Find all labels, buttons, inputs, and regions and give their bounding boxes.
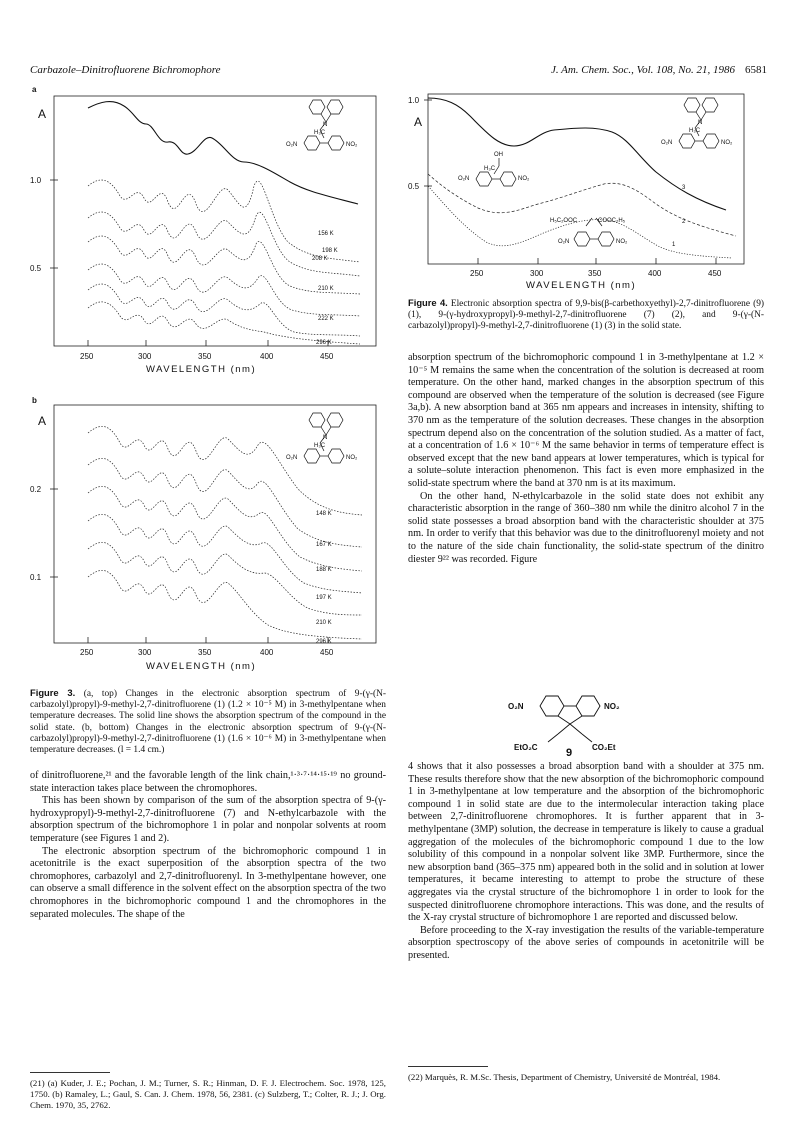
x-tick-label: 300 [138, 648, 152, 657]
spectrum-208k [88, 180, 360, 262]
nitro-group-label: NO₂ [346, 142, 358, 148]
nitro-group-label: NO₂ [604, 702, 620, 711]
y-tick-label: 1.0 [408, 96, 420, 105]
curve-label: 296 K [316, 340, 332, 346]
ester-right-label: COOC₂H₅ [598, 218, 626, 224]
footnote-rule [30, 1072, 110, 1073]
figure-3a [28, 82, 394, 382]
nitrogen-label: N [323, 435, 328, 441]
nitro-group-label: NO₂ [721, 140, 733, 146]
x-tick-label: 450 [708, 269, 722, 278]
nitro-group-label: O₂N [458, 176, 470, 182]
nitro-group-label: NO₂ [518, 176, 530, 182]
curve-label: 210 K [316, 620, 332, 626]
journal-name: J. Am. Chem. Soc., Vol. 108, No. 21, 1986 [550, 64, 735, 76]
x-tick-label: 350 [198, 352, 212, 361]
x-tick-label: 400 [260, 352, 274, 361]
methyl-label: H₃C [689, 128, 701, 134]
spectrum-156k [88, 212, 360, 276]
spectrum-solid-state [88, 102, 358, 204]
spectrum-188k [88, 486, 362, 571]
methyl-label: H₃C [314, 130, 326, 136]
x-tick-label: 250 [80, 648, 94, 657]
x-tick-label: 300 [530, 269, 544, 278]
y-tick-label: 1.0 [30, 176, 42, 185]
nitrogen-label: N [323, 122, 328, 128]
y-tick-label: 0.2 [30, 485, 42, 494]
footnote-21: (21) (a) Kuder, J. E.; Pochan, J. M.; Turner, S. R.; Hinman, D. F. J. Electrochem. Soc. 1978, 125, 1750. (b) Ramaley, L.; Gaul, S. Can. J. Chem. 1978, 56, 2381. (c) Sulzberg, T.; Colter, R. J.; J. Org. Chem. 1970, 35, 2762. [30, 1078, 386, 1110]
left-column-text [30, 770, 386, 921]
paragraph: absorption spectrum of the bichromophoric compound 1 in 3-methylpentane at 1.2 × 10⁻⁵ M remains the same when the concentration of the solution is decreased at room temperature. On the other hand, marked changes in the absorption spectrum of this compound are observed when the temperature of the solution is decreased (see Figure 3a,b). A new absorption band at 365 nm appears and increases in intensity, shifting to 370 nm as the temperature of the solution decreases. These changes in the absorption spectrum depend also on the concentration of the solution studied. As a matter of fact, at a concentration of 1.6 × 10⁻⁶ M the same behavior in terms of temperature effect is observed except that the new band appears at lower temperatures, which is typical for a solute–solute interaction phenomenon. This fact is even more emphasized in the solid-state spectrum where the band at 370 nm is at its maximum. [408, 352, 764, 489]
figure-3-caption-text: (a, top) Changes in the electronic absorption spectrum of 9-(γ-(N-carbazolyl)propyl)-9-methyl-2,7-dinitrofluorene (1) (1.2 × 10⁻⁵ M) in 3-methylpentane when temperature decreases. The solid line shows the absorption spectrum of the compound in the solid state. (b, bottom) Changes in the electronic absorption spectrum of 9-(γ-(N-carbazolyl)propyl)-9-methyl-2,7-dinitrofluorene (1) (1.6 × 10⁻⁶ M) in 3-methylpentane when temperature decreases. (l = 1.4 cm.) [30, 689, 386, 756]
x-tick-label: 450 [320, 352, 334, 361]
curve-label: 1 [672, 242, 676, 248]
x-tick-label: 250 [80, 352, 94, 361]
journal-citation [551, 64, 767, 76]
y-tick-label: 0.5 [408, 182, 420, 191]
nitrogen-label: N [698, 120, 703, 126]
y-axis-label: A [414, 115, 423, 129]
compound-number: 9 [566, 747, 573, 759]
right-column-text-continued [408, 761, 764, 963]
nitro-group-label: O₂N [286, 142, 298, 148]
x-tick-label: 300 [138, 352, 152, 361]
nitro-group-label: NO₂ [616, 239, 628, 245]
footnote-rule [408, 1066, 488, 1067]
nitro-group-label: O₂N [558, 239, 570, 245]
nitro-group-label: O₂N [661, 140, 673, 146]
curve-label: 3 [682, 185, 686, 191]
figure-4-caption-text: Electronic absorption spectra of 9,9-bis(β-carbethoxyethyl)-2,7-dinitrofluorene (9) (1), 9-(γ-hydroxypropyl)-9-methyl-2,7-dinitrofluorene (7) (2), and 9-(γ-(N-carbazolyl)propyl)-9-methyl-2,7-dinitrofluorene (1) (3) in the solid state. [408, 299, 765, 332]
methyl-label: H₃C [484, 166, 496, 172]
x-axis-label: WAVELENGTH (nm) [146, 661, 257, 672]
plot-frame [54, 96, 376, 346]
spectrum-compound-1 [428, 98, 726, 210]
paragraph: On the other hand, N-ethylcarbazole in the solid state does not exhibit any characteristic absorption in the range of 360–380 nm while the dinitro alcohol 7 in the solid state possesses a broad absorption band with the characteristic shoulder at 375 nm. In order to verify that this behavior was due to the dinitrofluorenyl moiety and not to the nature of the side chain functionality, the solid-state spectrum of the dinitro diester 9²² was recorded. Figure [408, 490, 764, 565]
curve-label: 210 K [318, 286, 334, 292]
x-axis-label: WAVELENGTH (nm) [146, 364, 257, 375]
x-tick-label: 350 [198, 648, 212, 657]
ester-right-label: CO₂Et [592, 743, 616, 752]
x-axis-label: WAVELENGTH (nm) [526, 280, 637, 291]
ester-left-label: H₅C₂OOC [550, 218, 578, 224]
page-number: 6581 [745, 64, 767, 76]
figure-3b [28, 393, 394, 673]
plot-frame [54, 405, 376, 643]
y-tick-label: 0.5 [30, 264, 42, 273]
figure-4-label: Figure 4. [408, 297, 448, 308]
spectrum-197k [88, 514, 362, 593]
curve-label: 2 [682, 219, 686, 225]
figure-3-caption [30, 687, 386, 756]
panel-label-b: b [32, 396, 37, 405]
nitro-group-label: O₂N [286, 455, 298, 461]
hydroxyl-label: OH [494, 152, 503, 158]
x-tick-label: 250 [470, 269, 484, 278]
spectrum-296k [88, 570, 362, 639]
curve-label: 208 K [312, 256, 328, 262]
x-tick-label: 450 [320, 648, 334, 657]
spectrum-compound-3 [428, 186, 732, 258]
plot-frame [428, 94, 744, 264]
curve-label: 156 K [318, 231, 334, 237]
y-tick-label: 0.1 [30, 573, 42, 582]
right-column-text [408, 352, 764, 566]
curve-label: 198 K [322, 248, 338, 254]
figure-3-label: Figure 3. [30, 687, 76, 698]
dinitro-alcohol-structure [476, 158, 516, 186]
y-axis-label: A [38, 414, 47, 428]
curve-label: 167 K [316, 542, 332, 548]
paragraph: The electronic absorption spectrum of the bichromophoric compound 1 in acetonitrile is the exact superposition of the absorption spectra of the two chromophores, carbazolyl and 2,7-dinitrofluorenyl. In 3-methylpentane however, one can observe a small difference in the solvent effect on the absorption spectra of the two chromophores in the bichromophoric compound 1 and the chromophores in the separated molecules. The shape of the [30, 845, 386, 920]
methyl-label: H₃C [314, 443, 326, 449]
curve-label: 188 K [316, 567, 332, 573]
paragraph: Before proceeding to the X-ray investigation the results of the variable-temperature absorption spectroscopy of the above series of compounds in acetonitrile will be presented. [408, 924, 764, 961]
spectrum-compound-2 [428, 174, 736, 236]
curve-label: 148 K [316, 511, 332, 517]
figure-4-caption [408, 297, 764, 333]
curve-label: 296 K [316, 639, 332, 645]
nitro-group-label: NO₂ [346, 455, 358, 461]
x-tick-label: 350 [588, 269, 602, 278]
nitro-group-label: O₂N [508, 702, 524, 711]
spectrum-296k [88, 302, 360, 344]
ester-left-label: EtO₂C [514, 743, 538, 752]
panel-label-a: a [32, 85, 37, 94]
paragraph: of dinitrofluorene,²¹ and the favorable length of the link chain,¹·³·⁷·¹⁴·¹⁵·¹⁹ no ground-state interaction takes place between the chromophores. [30, 770, 386, 794]
paragraph: 4 shows that it also possesses a broad absorption band with a shoulder at 375 nm. These results therefore show that the new absorption of the bichromophoric compound 1 in 3-methylpentane at low temperature and the absorption of the bichromophoric compound 1 in solid state are due to the intermolecular interaction taking place between 2,7-dinitrofluorene chromophores. It is further apparent that in 3-methylpentane (3MP) solution, the decrease in temperature is likely to cause a gradual aggregation of the molecules of the bichromophoric compound 1 due to the low solubility of this compound in a nonpolar solvent like 3MP. Furthermore, since the new absorption band (365–375 nm) appeared both in the solid and in solution at lower temperatures, it became interesting to attempt to probe the structure of these aggregates via the crystal structure of the bichromophore 1 in order to look for the suspected dinitrofluorene chromophore interactions. This was done, and the results of the X-ray crystal structure of bichromophore 1 are reported and discussed below. [408, 761, 764, 924]
spectrum-148k [88, 426, 362, 515]
x-tick-label: 400 [260, 648, 274, 657]
spectrum-210k [88, 542, 362, 615]
x-tick-label: 400 [648, 269, 662, 278]
figure-4 [406, 86, 766, 292]
paragraph: This has been shown by comparison of the sum of the absorption spectra of 9-(γ-hydroxypropyl)-9-methyl-2,7-dinitrofluorene (7) and N-ethylcarbazole with the absorption spectrum of the bichromophore 1 in polar and nonpolar solvents at room temperature (see Figures 1 and 2). [30, 795, 386, 844]
structure-9 [500, 690, 670, 765]
curve-label: 197 K [316, 595, 332, 601]
footnote-22: (22) Marquès, R. M.Sc. Thesis, Department of Chemistry, Université de Montréal, 1984. [408, 1072, 721, 1082]
y-axis-label: A [38, 107, 47, 121]
curve-label: 222 K [318, 316, 334, 322]
running-title: Carbazole–Dinitrofluorene Bichromophore [30, 64, 221, 76]
